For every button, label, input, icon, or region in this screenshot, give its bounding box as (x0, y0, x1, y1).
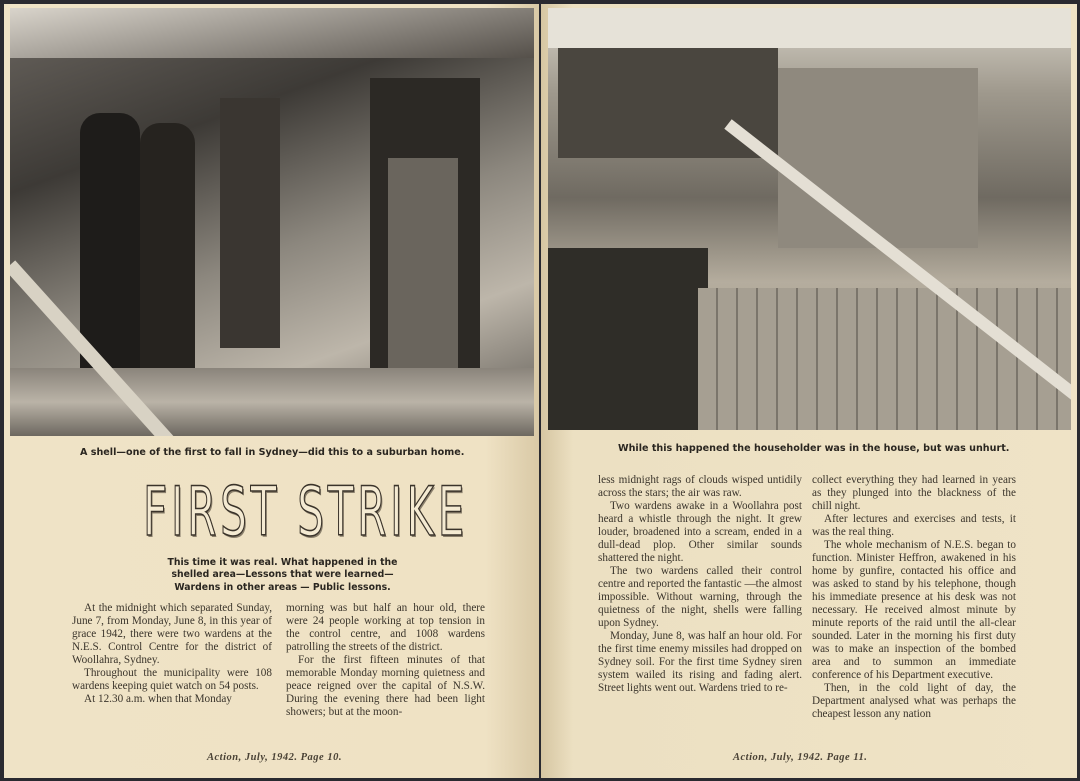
right-column-1 (598, 474, 802, 695)
paragraph: At the midnight which separated Sunday, June 7, from Monday, June 8, in this year of grace 1942, there were two wardens at the N.E.S. Control Centre for the district of Woollahra, Sydney. (72, 602, 272, 666)
paragraph: The two wardens called their control centre and reported the fantastic —the almost impossible. Without warning, through the quietness of the night, shells were falling upon Sydney. (598, 565, 802, 629)
paragraph: Two wardens awake in a Woollahra post heard a whistle through the night. It grew louder, broadened into a scream, ended in a dull-dead plop. Other similar sounds shattered the night. (598, 500, 802, 564)
paragraph: After lectures and exercises and tests, it was the real thing. (812, 513, 1016, 538)
right-photo-caption: While this happened the householder was in the house, but was unhurt. (618, 443, 1010, 454)
bombed-house-photo-right (548, 8, 1071, 430)
paragraph: Throughout the municipality were 108 wardens keeping quiet watch on 54 posts. (72, 667, 272, 692)
right-page-footer: Action, July, 1942. Page 11. (733, 752, 868, 763)
paragraph: At 12.30 a.m. when that Monday (84, 693, 232, 705)
article-subtitle: This time it was real. What happened in the shelled area—Lessons that were learned—Wardens in other areas — Public lessons. (167, 557, 398, 593)
right-column-2 (812, 474, 1016, 721)
article-title: FIRST STRIKE (143, 473, 469, 552)
paragraph: morning was but half an hour old, there were 24 people working at top tension in the control centre, and 1008 wardens patrolling the streets of the district. (286, 602, 485, 653)
left-photo-caption: A shell—one of the first to fall in Sydney—did this to a suburban home. (80, 447, 465, 458)
bombed-house-photo-left (10, 8, 534, 436)
left-column-1 (72, 602, 272, 706)
paragraph: collect everything they had learned in years as they plunged into the blackness of the chill night. (812, 474, 1016, 512)
paragraph: For the first fifteen minutes of that memorable Monday morning quietness and peace reigned over the capital of N.S.W. During the evening there had been light showers; but at the moon- (286, 654, 485, 718)
paragraph: less midnight rags of clouds wisped untidily across the stars; the air was raw. (598, 474, 802, 499)
paragraph: Then, in the cold light of day, the Department analysed what was perhaps the cheapest lesson any nation (812, 682, 1016, 720)
paragraph: Monday, June 8, was half an hour old. For the first time enemy missiles had dropped on Sydney soil. For the first time Sydney siren system wailed its rising and fading alert. Street lights went out. Wardens tried to re- (598, 630, 802, 694)
paragraph: The whole mechanism of N.E.S. began to function. Minister Heffron, awakened in his home by gunfire, contacted his office and was asked to stand by his telephone, though his immediate presence at his desk was not necessary. He received almost minute by minute reports of the raid until the all-clear sounded. Later in the morning his first duty was to make an inspection of the bombed area and to summon an immediate conference of his Department executive. (812, 539, 1016, 681)
left-page-footer: Action, July, 1942. Page 10. (207, 752, 342, 763)
left-column-2 (286, 602, 485, 719)
